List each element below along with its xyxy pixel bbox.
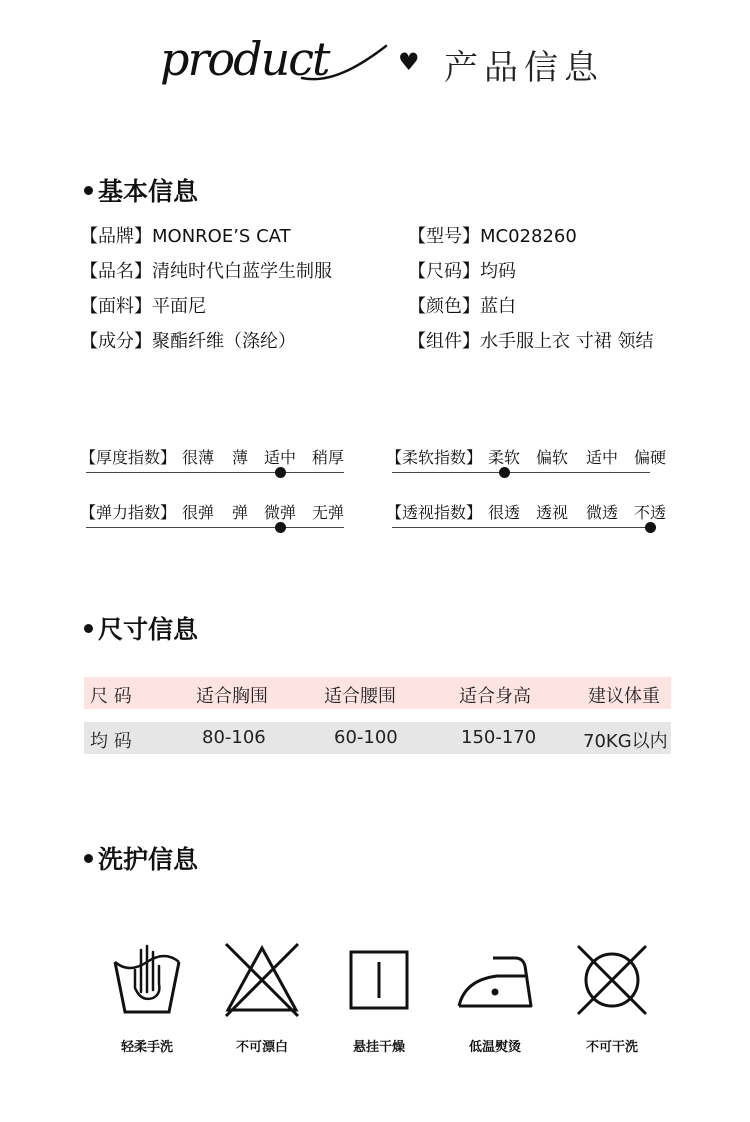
scale-thickness [80,445,344,485]
hang-dry-icon [339,940,419,1020]
care-item-no-dry-clean [557,940,667,1055]
size-table-header [84,677,671,709]
scale-line [392,472,650,473]
hand-wash-icon [107,940,187,1020]
scale-option: 适中 [264,448,297,467]
scale-option: 柔软 [488,448,521,467]
scale-option: 稍厚 [312,448,345,467]
care-item-hand-wash [92,940,202,1055]
scale-label: 【透视指数】 [386,503,483,522]
script-swash-icon [300,26,400,86]
size-info-title: 尺寸信息 [84,610,198,646]
table-cell: 80-106 [202,727,266,748]
scale-label: 【弹力指数】 [80,503,177,522]
info-composition: 【成分】聚酯纤维（涤纶） [80,331,296,352]
scale-option: 适中 [586,448,619,467]
basic-info-title: 基本信息 [84,172,198,208]
table-header-cell: 适合身高 [459,686,531,707]
scale-line [392,527,650,528]
scale-option: 薄 [232,448,249,467]
scale-line [86,472,344,473]
info-components: 【组件】水手服上衣 寸裙 领结 [408,331,654,352]
table-header-cell: 适合腰围 [324,686,396,707]
info-brand: 【品牌】MONROE’S CAT [80,226,291,247]
scale-transparency [386,500,667,540]
scale-marker [645,522,656,533]
header-cn-title: 产品信息 [444,48,604,88]
page-header [0,22,750,102]
table-header-cell: 适合胸围 [196,686,268,707]
scale-option: 微弹 [264,503,297,522]
scale-marker [275,522,286,533]
scale-option: 很弹 [182,503,215,522]
table-cell: 150-170 [461,727,537,748]
scale-softness [386,445,667,485]
no-bleach-icon [222,940,302,1020]
table-cell: 70KG以内 [583,731,668,752]
scale-marker [499,467,510,478]
scale-option: 弹 [232,503,249,522]
scale-label: 【厚度指数】 [80,448,177,467]
bullet-icon [84,186,93,195]
scale-label: 【柔软指数】 [386,448,483,467]
info-color: 【颜色】蓝白 [408,296,516,317]
scale-option: 很薄 [182,448,215,467]
scale-option: 微透 [586,503,619,522]
info-size: 【尺码】均码 [408,261,516,282]
scale-option: 偏软 [536,448,569,467]
table-header-cell: 建议体重 [588,686,660,707]
scale-elasticity [80,500,344,540]
table-header-cell: 尺 码 [90,686,132,707]
care-label: 不可漂白 [235,1040,288,1055]
table-row [84,722,671,754]
care-label: 低温熨烫 [468,1040,521,1055]
scale-marker [275,467,286,478]
basic-info-right [408,219,653,359]
care-item-no-bleach [207,940,317,1055]
info-product-name: 【品名】清纯时代白蓝学生制服 [80,261,332,282]
script-title: product [160,32,329,86]
no-dry-clean-icon [572,940,652,1020]
basic-info-left [80,219,332,359]
scale-line [86,527,344,528]
scale-option: 很透 [488,503,521,522]
care-item-low-iron [440,940,550,1055]
scale-option: 不透 [634,503,667,522]
scale-option: 无弹 [312,503,345,522]
table-cell: 均 码 [90,731,132,752]
care-label: 轻柔手洗 [120,1040,173,1055]
scale-option: 透视 [536,503,569,522]
care-label: 悬挂干燥 [352,1040,405,1055]
care-label: 不可干洗 [585,1040,638,1055]
scale-option: 偏硬 [634,448,667,467]
care-info-title: 洗护信息 [84,840,198,876]
table-cell: 60-100 [334,727,398,748]
info-fabric: 【面料】平面尼 [80,296,206,317]
bullet-icon [84,854,93,863]
low-iron-icon [453,940,537,1020]
info-model: 【型号】MC028260 [408,226,577,247]
bullet-icon [84,624,93,633]
care-item-hang-dry [324,940,434,1055]
heart-icon: ♥ [398,48,420,76]
